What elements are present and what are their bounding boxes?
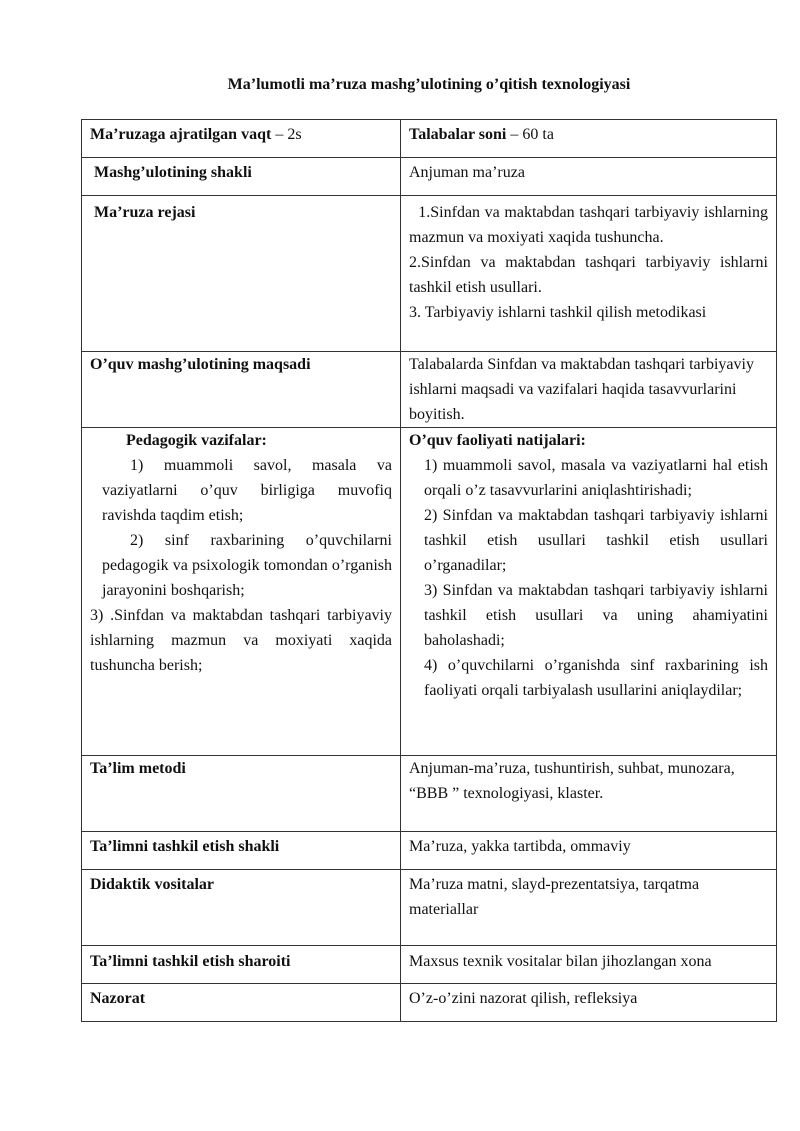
- form-value: Anjuman ma’ruza: [401, 158, 777, 196]
- plan-cell: [401, 196, 777, 352]
- time-label: Ma’ruzaga ajratilgan vaqt: [90, 126, 272, 143]
- learning-outcome-item: 1) muammoli savol, masala va vaziyatlarni hal etish orqali o’z tasavvurlarini aniqlashtirishadi;: [424, 457, 768, 499]
- goal-label: O’quv mashg’ulotining maqsadi: [82, 352, 401, 428]
- pedagogical-task-item: 1) muammoli savol, masala va vaziyatlarni o’quv birligiga muvofiq ravishda taqdim etish;: [102, 457, 392, 524]
- page-title: Ma’lumotli ma’ruza mashg’ulotining o’qitish texnologiyasi: [227, 76, 631, 93]
- table-row: [82, 870, 777, 946]
- control-label: Nazorat: [82, 984, 401, 1022]
- method-value: Anjuman-ma’ruza, tushuntirish, suhbat, munozara, “BBB ” texnologiyasi, klaster.: [401, 756, 777, 832]
- pedagogical-task-item: 3) .Sinfdan va maktabdan tashqari tarbiyaviy ishlarning mazmun va moxiyati xaqida tushuncha berish;: [90, 607, 392, 674]
- time-cell: [82, 120, 401, 158]
- learning-outcome-item: 4) o’quvchilarni o’rganishda sinf raxbarining ish faoliyati orqali tarbiyalash usullarini aniqlaydilar;: [424, 657, 768, 699]
- table-row: [82, 428, 777, 756]
- time-value: – 2s: [271, 126, 302, 143]
- organization-form-label: Ta’limni tashkil etish shakli: [82, 832, 401, 870]
- control-value: O’z-o’zini nazorat qilish, refleksiya: [401, 984, 777, 1022]
- table-row: [82, 984, 777, 1022]
- conditions-value: Maxsus texnik vositalar bilan jihozlangan xona: [401, 946, 777, 984]
- table-row: [82, 946, 777, 984]
- table-row: [82, 158, 777, 196]
- table-row: [82, 352, 777, 428]
- lesson-technology-table: [81, 119, 777, 1022]
- table-row: [82, 196, 777, 352]
- learning-outcomes-title: O’quv faoliyati natijalari:: [409, 432, 586, 449]
- goal-value: Talabalarda Sinfdan va maktabdan tashqari tarbiyaviy ishlarni maqsadi va vazifalari haqida tasavvurlarini boyitish.: [401, 352, 777, 428]
- plan-label: Ma’ruza rejasi: [82, 196, 401, 352]
- conditions-label: Ta’limni tashkil etish sharoiti: [82, 946, 401, 984]
- students-label: Talabalar soni: [409, 126, 507, 143]
- didactic-tools-value: Ma’ruza matni, slayd-prezentatsiya, tarqatma materiallar: [401, 870, 777, 946]
- pedagogical-task-item: 2) sinf raxbarining o’quvchilarni pedagogik va psixologik tomondan o’rganish jarayonini boshqarish;: [102, 532, 392, 599]
- students-value: – 60 ta: [506, 126, 554, 143]
- plan-item: 1.Sinfdan va maktabdan tashqari tarbiyaviy ishlarning mazmun va moxiyati xaqida tushuncha.: [409, 204, 773, 246]
- pedagogical-tasks-title: Pedagogik vazifalar:: [126, 432, 267, 449]
- table-row: [82, 120, 777, 158]
- pedagogical-tasks-cell: [82, 428, 401, 756]
- learning-outcome-item: 3) Sinfdan va maktabdan tashqari tarbiyaviy ishlarni tashkil etish usullari va uning ahamiyatini baholashadi;: [424, 582, 768, 649]
- learning-outcomes-cell: [401, 428, 777, 756]
- plan-item: 2.Sinfdan va maktabdan tashqari tarbiyaviy ishlarni tashkil etish usullari.: [409, 254, 768, 296]
- learning-outcome-item: 2) Sinfdan va maktabdan tashqari tarbiyaviy ishlarni tashkil etish usullari tashkil etish usullari o’rganadilar;: [424, 507, 768, 574]
- plan-item: 3. Tarbiyaviy ishlarni tashkil qilish metodikasi: [409, 304, 707, 321]
- table-row: [82, 832, 777, 870]
- organization-form-value: Ma’ruza, yakka tartibda, ommaviy: [401, 832, 777, 870]
- didactic-tools-label: Didaktik vositalar: [82, 870, 401, 946]
- form-label: Mashg’ulotining shakli: [82, 158, 401, 196]
- students-cell: [401, 120, 777, 158]
- method-label: Ta’lim metodi: [82, 756, 401, 832]
- table-row: [82, 756, 777, 832]
